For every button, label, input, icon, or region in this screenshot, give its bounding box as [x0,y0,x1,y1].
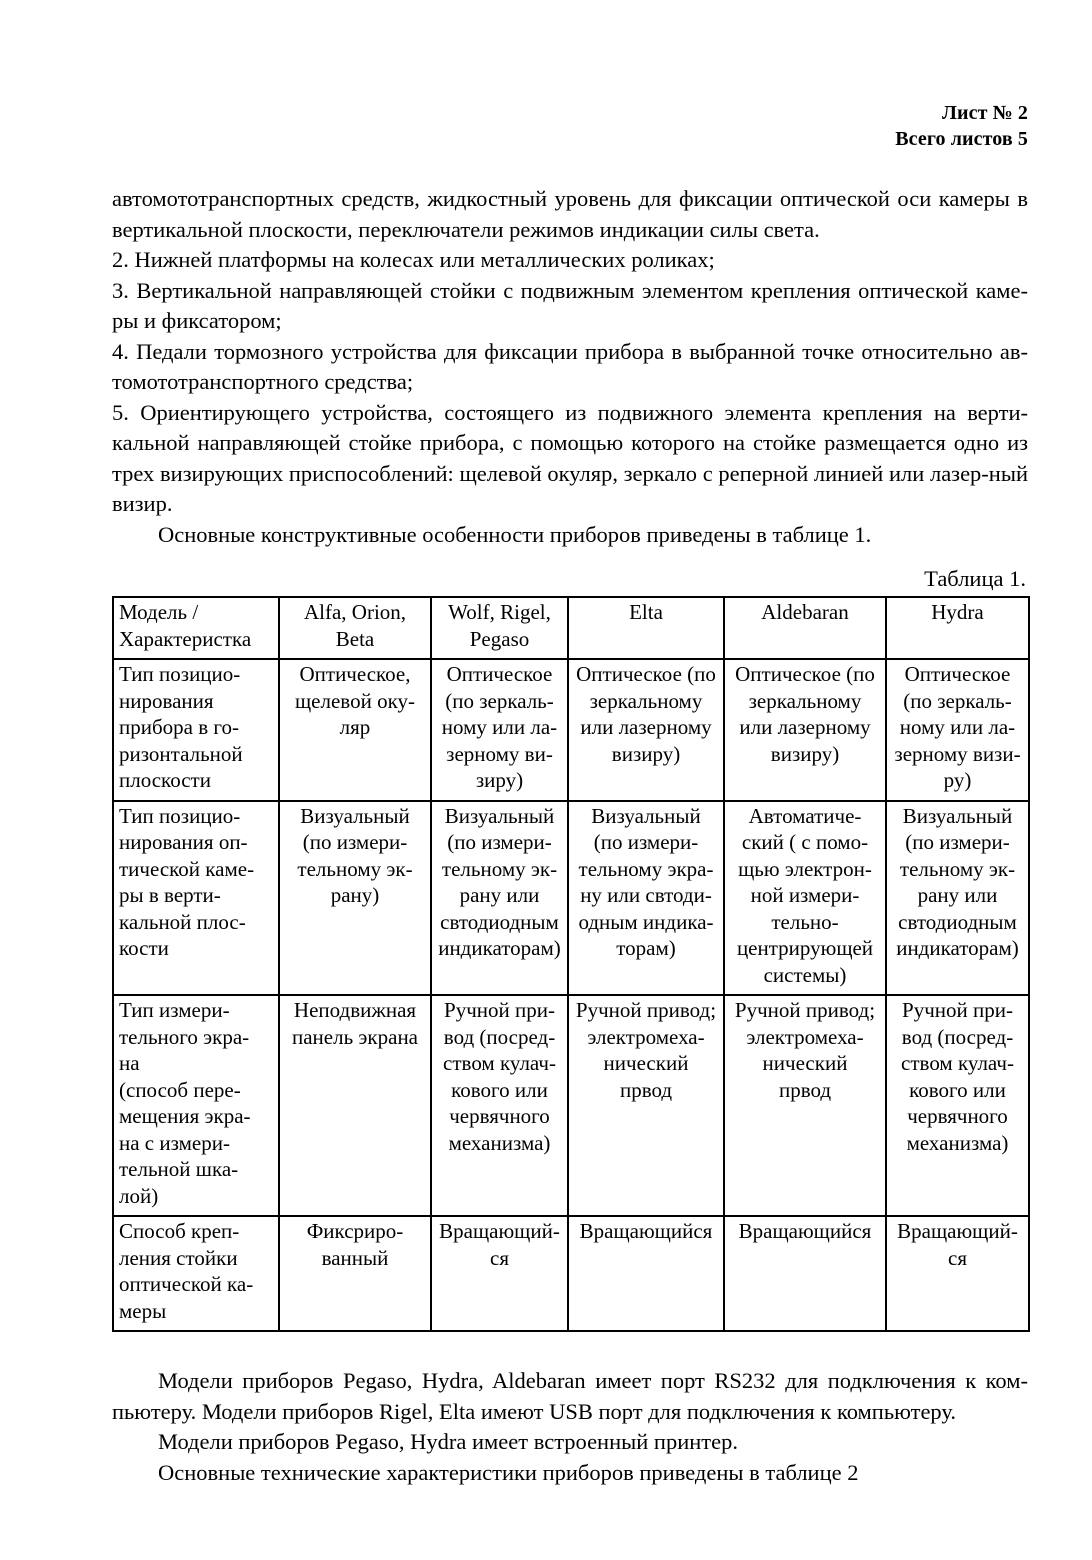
column-header-wolf-rigel-pegaso [431,597,568,659]
cell-line: ризонтальной [119,741,243,766]
header-line: Pegaso [469,626,530,651]
table-cell [886,995,1029,1216]
cell-line: зерному визи- [894,741,1021,766]
header-line: Aldebaran [761,600,849,624]
cell-line: оптической ка- [119,1272,254,1296]
cell-line: ский ( с помо- [741,830,869,854]
header-line: Модель / [119,600,199,624]
cell-line: Ручной при- [902,998,1013,1022]
page-content [112,0,1028,1488]
cell-line: панель экрана [291,1024,419,1049]
header-line: Hydra [931,600,984,624]
cell-line: щелевой оку- [295,688,415,713]
cell-line: (способ пере- [119,1077,241,1102]
cell-line: кового или [909,1077,1006,1102]
cell-line: свтодиодным [440,909,559,934]
table-row [113,659,1029,801]
table-cell [568,1216,724,1331]
table-cell [886,801,1029,996]
cell-line: одным индика- [578,909,714,934]
cell-line: Вращающийся [579,1219,713,1243]
cell-line: ру) [943,768,972,792]
cell-line: тельного экра- [119,1024,250,1049]
cell-line: Неподвижная [293,998,417,1022]
table-cell [724,1216,886,1331]
cell-line: Визуальный [300,803,410,828]
cell-line: тельному эк- [899,856,1016,881]
cell-line: зеркальному [589,688,703,713]
paragraph-continuation: автомототранспортных средств, жидкостный уровень для фиксации оптической оси камеры в вертикальной плоскости, переключатели режимов индикации силы света. [112,186,1028,242]
cell-line: ления стойки [119,1245,238,1270]
header-line: Elta [629,600,663,624]
cell-line: Автоматиче- [748,803,862,828]
cell-line: мещения экра- [119,1104,251,1128]
cell-line: ся [490,1245,509,1270]
cell-line: ному или ла- [899,715,1016,739]
cell-line: тельному экра- [578,856,714,881]
cell-line: свтодиодным [898,909,1017,934]
cell-line: Тип позицио- [119,662,241,686]
cell-line: нирования оп- [119,830,248,854]
cell-line: тической каме- [119,856,255,881]
cell-line: Способ креп- [119,1219,240,1243]
cell-line: системы) [763,962,847,987]
cell-line: плоскости [119,768,211,792]
cell-line: торам) [616,936,676,960]
cell-line: визиру) [770,741,840,766]
cell-line: првод [619,1077,673,1102]
column-header-alfa-orion-beta [279,597,431,659]
tail-text [112,1366,1028,1488]
cell-line: электромеха- [746,1024,864,1049]
table-cell [568,659,724,801]
page-header [112,100,1028,152]
cell-line: кости [119,936,169,960]
paragraph-printer: Модели приборов Pegaso, Hydra имеет встроенный принтер. [158,1429,738,1454]
cell-line: щью электрон- [738,856,872,881]
table-cell [431,801,568,996]
cell-line: Оптическое (по [576,662,716,686]
cell-line: рану или [459,883,540,907]
paragraph-table2-lead-in: Основные технические характеристики приборов приведены в таблице 2 [158,1459,859,1485]
table-cell [279,801,431,996]
table-cell [568,801,724,996]
paragraph-item-5: 5. Ориентирующего устройства, состоящего из подвижного элемента крепления на верти-кальной направляющей стойке прибора, с помощью которого на стойке размещается одно из трех визирующих приспособлений: щелевой окуляр, зеркало с реперной линией или лазер-ный визир. [112,399,1028,516]
cell-line: Визуальный [444,803,555,828]
cell-line: зеркальному [748,688,862,713]
paragraph-item-3: 3. Вертикальной направляющей стойки с подвижным элементом крепления оптической каме-ры и фиксатором; [112,277,1028,333]
header-line: Wolf, Rigel, [448,600,551,624]
cell-line: зиру) [475,768,524,792]
cell-line: ванный [321,1245,389,1270]
cell-line: Оптическое [904,662,1011,686]
cell-line: нирования [119,688,214,713]
cell-line: првод [778,1077,832,1102]
table-cell [279,1216,431,1331]
cell-line: Вращающий- [439,1219,560,1243]
header-line: Beta [335,626,375,651]
cell-line: или лазерному [739,715,871,739]
cell-line: Тип измери- [119,998,230,1022]
cell-line: рану) [330,883,380,907]
specification-table [112,596,1030,1332]
paragraph-table-lead-in: Основные конструктивные особенности приборов приведены в таблице 1. [158,521,872,547]
cell-line: ством кулач- [443,1051,556,1075]
row-header-cell [113,801,279,996]
table-row [113,995,1029,1216]
cell-line: прибора в го- [119,715,239,739]
cell-line: нический [603,1051,689,1075]
cell-line: механизма) [906,1130,1009,1155]
cell-line: нический [762,1051,848,1075]
header-line: Alfa, Orion, [303,600,407,624]
table-header-row [113,597,1029,659]
cell-line: Ручной при- [444,998,555,1022]
cell-line: ному или ла- [441,715,558,739]
column-header-aldebaran [724,597,886,659]
cell-line: ством кулач- [901,1051,1014,1075]
table-cell [431,995,568,1216]
cell-line: меры [119,1298,167,1323]
table-cell [279,659,431,801]
cell-line: Оптическое [446,662,553,686]
paragraph-item-4: 4. Педали тормозного устройства для фиксации прибора в выбранной точке относительно ав-томототранспортного средства; [112,338,1028,394]
row-header-cell [113,1216,279,1331]
cell-line: механизма) [448,1130,551,1155]
paragraph-ports: Модели приборов Pegaso, Hydra, Aldebaran имеет порт RS232 для подключения к ком-пьютеру. Модели приборов Rigel, Elta имеют USB порт для подключения к компьютеру. [112,1368,1028,1424]
column-header-elta [568,597,724,659]
cell-line: лой) [119,1183,159,1208]
cell-line: визиру) [611,741,681,766]
cell-line: тельно- [771,909,839,934]
cell-line: ся [948,1245,967,1270]
cell-line: (по зеркаль- [445,688,554,713]
cell-line: электромеха- [587,1024,705,1049]
cell-line: червячного [907,1104,1008,1128]
cell-line: (по измери- [447,830,552,854]
table-cell [568,995,724,1216]
cell-line: Оптическое, [299,662,411,686]
cell-line: центрирующей [736,936,874,960]
cell-line: тельному эк- [297,856,413,881]
cell-line: ну или свтоди- [580,883,712,907]
table-row [113,1216,1029,1331]
header-line: Характеристка [119,626,252,651]
sheet-number: Лист № 2 [941,102,1028,124]
cell-line: тельному эк- [441,856,558,881]
cell-line: на [119,1051,140,1075]
table-cell [724,659,886,801]
cell-line: Вращающийся [738,1219,872,1243]
cell-line: (по измери- [302,830,408,854]
cell-line: Визуальный [902,803,1013,828]
cell-line: Визуальный [591,803,701,828]
cell-line: индикаторам) [438,936,561,960]
cell-line: (по зеркаль- [903,688,1012,713]
cell-line: Фиксриро- [306,1219,404,1243]
table-cell [886,659,1029,801]
cell-line: Тип позицио- [119,803,241,828]
cell-line: (по измери- [905,830,1010,854]
cell-line: вод (посред- [901,1024,1014,1049]
body-text [112,184,1028,550]
cell-line: тельной шка- [119,1157,239,1181]
table-cell [431,659,568,801]
row-header-cell [113,995,279,1216]
cell-line: кового или [451,1077,548,1102]
row-header-cell [113,659,279,801]
column-header-hydra [886,597,1029,659]
cell-line: (по измери- [593,830,699,854]
table-cell [724,995,886,1216]
cell-line: Оптическое (по [735,662,875,686]
cell-line: ной измери- [750,883,860,907]
cell-line: рану или [917,883,998,907]
table-cell [431,1216,568,1331]
cell-line: Ручной привод; [734,998,876,1022]
cell-line: зерному ви- [446,741,553,766]
cell-line: индикаторам) [896,936,1019,960]
cell-line: кальной плос- [119,909,246,934]
table-cell [279,995,431,1216]
table-cell [886,1216,1029,1331]
column-header-model [113,597,279,659]
paragraph-item-2: 2. Нижней платформы на колесах или металлических роликах; [112,247,715,272]
cell-line: червячного [449,1104,550,1128]
cell-line: Вращающий- [897,1219,1018,1243]
cell-line: вод (посред- [443,1024,556,1049]
table-cell [724,801,886,996]
total-sheets: Всего листов 5 [895,128,1028,150]
table-row [113,801,1029,996]
cell-line: ры в верти- [119,883,221,907]
cell-line: на с измери- [119,1130,230,1155]
cell-line: или лазерному [580,715,712,739]
table-caption: Таблица 1. [924,566,1026,591]
cell-line: Ручной привод; [575,998,717,1022]
cell-line: ляр [339,715,371,739]
